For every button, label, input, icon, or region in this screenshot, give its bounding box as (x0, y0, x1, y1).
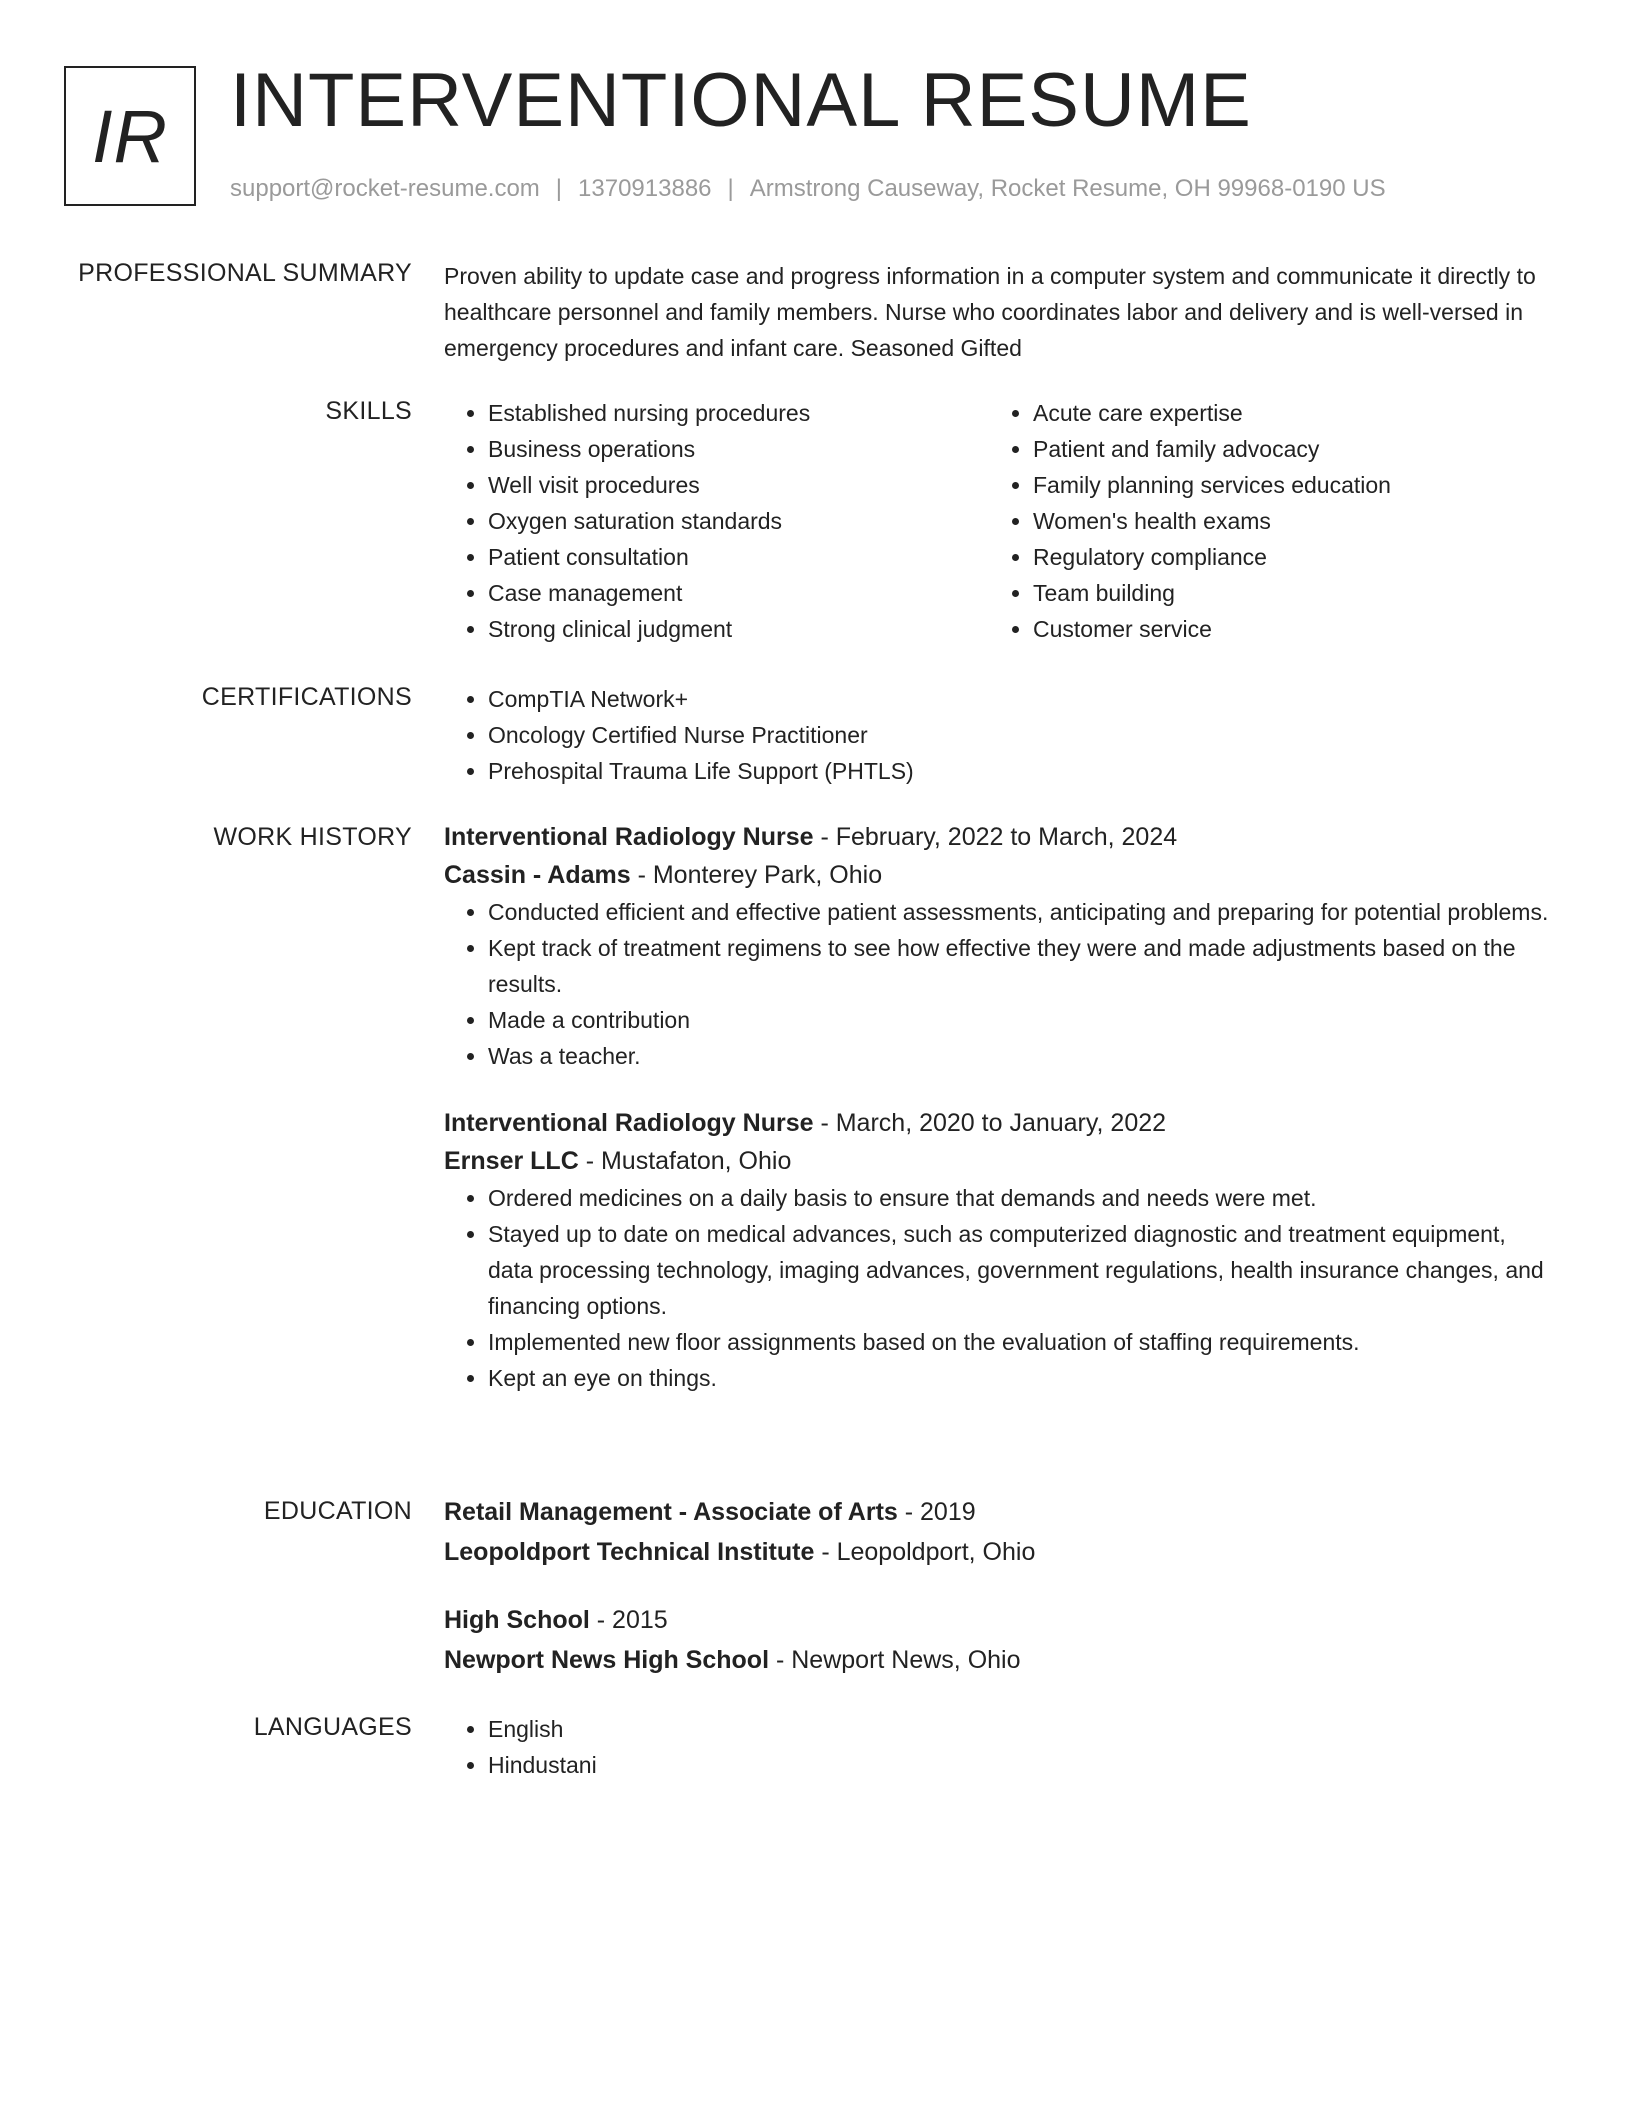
job-entry (444, 1104, 1554, 1396)
education-location: - Newport News, Ohio (769, 1646, 1021, 1674)
education-school: Leopoldport Technical Institute (444, 1538, 815, 1566)
summary-label: PROFESSIONAL SUMMARY (78, 259, 412, 287)
education-year: - 2015 (589, 1606, 668, 1634)
job-org-line (444, 856, 1554, 894)
languages-list (444, 1711, 1554, 1783)
job-bullets (444, 1180, 1554, 1396)
job-dates: - March, 2020 to January, 2022 (813, 1109, 1167, 1137)
job-bullet: • Conducted efficient and effective patient assessments, anticipating and preparing for potential problems. (488, 894, 1554, 930)
certifications-label: CERTIFICATIONS (201, 683, 412, 711)
skill-item: • Regulatory compliance (1033, 539, 1534, 575)
job-title: Interventional Radiology Nurse (444, 823, 814, 851)
skill-item: • Team building (1033, 575, 1534, 611)
skill-item: • Well visit procedures (488, 467, 989, 503)
job-bullet: • Ordered medicines on a daily basis to ensure that demands and needs were met. (488, 1180, 1554, 1216)
skills-label: SKILLS (325, 397, 412, 425)
skill-item: • Customer service (1033, 611, 1534, 647)
certifications-body (444, 681, 1554, 789)
job-bullet: • Stayed up to date on medical advances, such as computerized diagnostic and treatment equipment, data processing technology, imaging advances, government regulations, health insurance changes, and financing options. (488, 1216, 1554, 1324)
skill-item: • Business operations (488, 431, 989, 467)
job-dates: - February, 2022 to March, 2024 (813, 823, 1178, 851)
education-school-line (444, 1640, 1554, 1680)
education-location: - Leopoldport, Ohio (814, 1538, 1036, 1566)
resume-name: INTERVENTIONAL RESUME (230, 58, 1252, 143)
contact-separator: | (727, 175, 734, 202)
languages-body (444, 1711, 1554, 1783)
education-entry (444, 1600, 1554, 1680)
job-bullets (444, 894, 1554, 1074)
education-body (444, 1492, 1554, 1680)
skill-item: • Patient consultation (488, 539, 989, 575)
language-item: • English (488, 1711, 1554, 1747)
job-location: - Mustafaton, Ohio (578, 1147, 792, 1175)
skill-item: • Established nursing procedures (488, 395, 989, 431)
contact-line (230, 174, 1386, 204)
education-school-line (444, 1532, 1554, 1572)
education-school: Newport News High School (444, 1646, 770, 1674)
summary-text: Proven ability to update case and progress information in a computer system and communicate it directly to healthcare personnel and family members. Nurse who coordinates labor and delivery and is well-versed in emergency procedures and infant care. Seasoned Gifted (444, 263, 1536, 361)
education-label: EDUCATION (263, 1497, 412, 1525)
job-company: Cassin - Adams (444, 861, 631, 889)
certification-item: • Prehospital Trauma Life Support (PHTLS) (488, 753, 1554, 789)
job-bullet: • Made a contribution (488, 1002, 1554, 1038)
education-year: - 2019 (897, 1498, 976, 1526)
skill-item: • Acute care expertise (1033, 395, 1534, 431)
skill-item: • Family planning services education (1033, 467, 1534, 503)
contact-phone: 1370913886 (578, 175, 712, 202)
job-org-line (444, 1142, 1554, 1180)
education-degree-line (444, 1600, 1554, 1640)
certification-item: • CompTIA Network+ (488, 681, 1554, 717)
work-history-body (444, 818, 1554, 1396)
job-company: Ernser LLC (444, 1147, 579, 1175)
work-history-label: WORK HISTORY (213, 823, 412, 851)
certifications-list (444, 681, 1554, 789)
job-bullet: • Was a teacher. (488, 1038, 1554, 1074)
language-item: • Hindustani (488, 1747, 1554, 1783)
contact-address: Armstrong Causeway, Rocket Resume, OH 99968-0190 US (749, 175, 1386, 202)
skills-list-left (444, 395, 989, 647)
job-location: - Monterey Park, Ohio (630, 861, 883, 889)
job-title: Interventional Radiology Nurse (444, 1109, 814, 1137)
job-entry (444, 818, 1554, 1074)
education-entry (444, 1492, 1554, 1572)
contact-separator: | (555, 175, 563, 202)
education-degree-line (444, 1492, 1554, 1532)
monogram-logo: IR (64, 66, 196, 206)
contact-email: support@rocket-resume.com (230, 175, 540, 202)
job-bullet: • Implemented new floor assignments based on the evaluation of staffing requirements. (488, 1324, 1554, 1360)
job-title-line (444, 818, 1554, 856)
skills-body (444, 395, 1554, 647)
skill-item: • Case management (488, 575, 989, 611)
skill-item: • Patient and family advocacy (1033, 431, 1534, 467)
education-degree: Retail Management - Associate of Arts (444, 1498, 898, 1526)
skill-item: • Strong clinical judgment (488, 611, 989, 647)
skills-list-right (989, 395, 1534, 647)
skill-item: • Women's health exams (1033, 503, 1534, 539)
skill-item: • Oxygen saturation standards (488, 503, 989, 539)
languages-label: LANGUAGES (253, 1713, 412, 1741)
job-bullet: • Kept track of treatment regimens to see how effective they were and made adjustments based on the results. (488, 930, 1554, 1002)
education-degree: High School (444, 1606, 590, 1634)
job-title-line (444, 1104, 1554, 1142)
job-bullet: • Kept an eye on things. (488, 1360, 1554, 1396)
certification-item: • Oncology Certified Nurse Practitioner (488, 717, 1554, 753)
